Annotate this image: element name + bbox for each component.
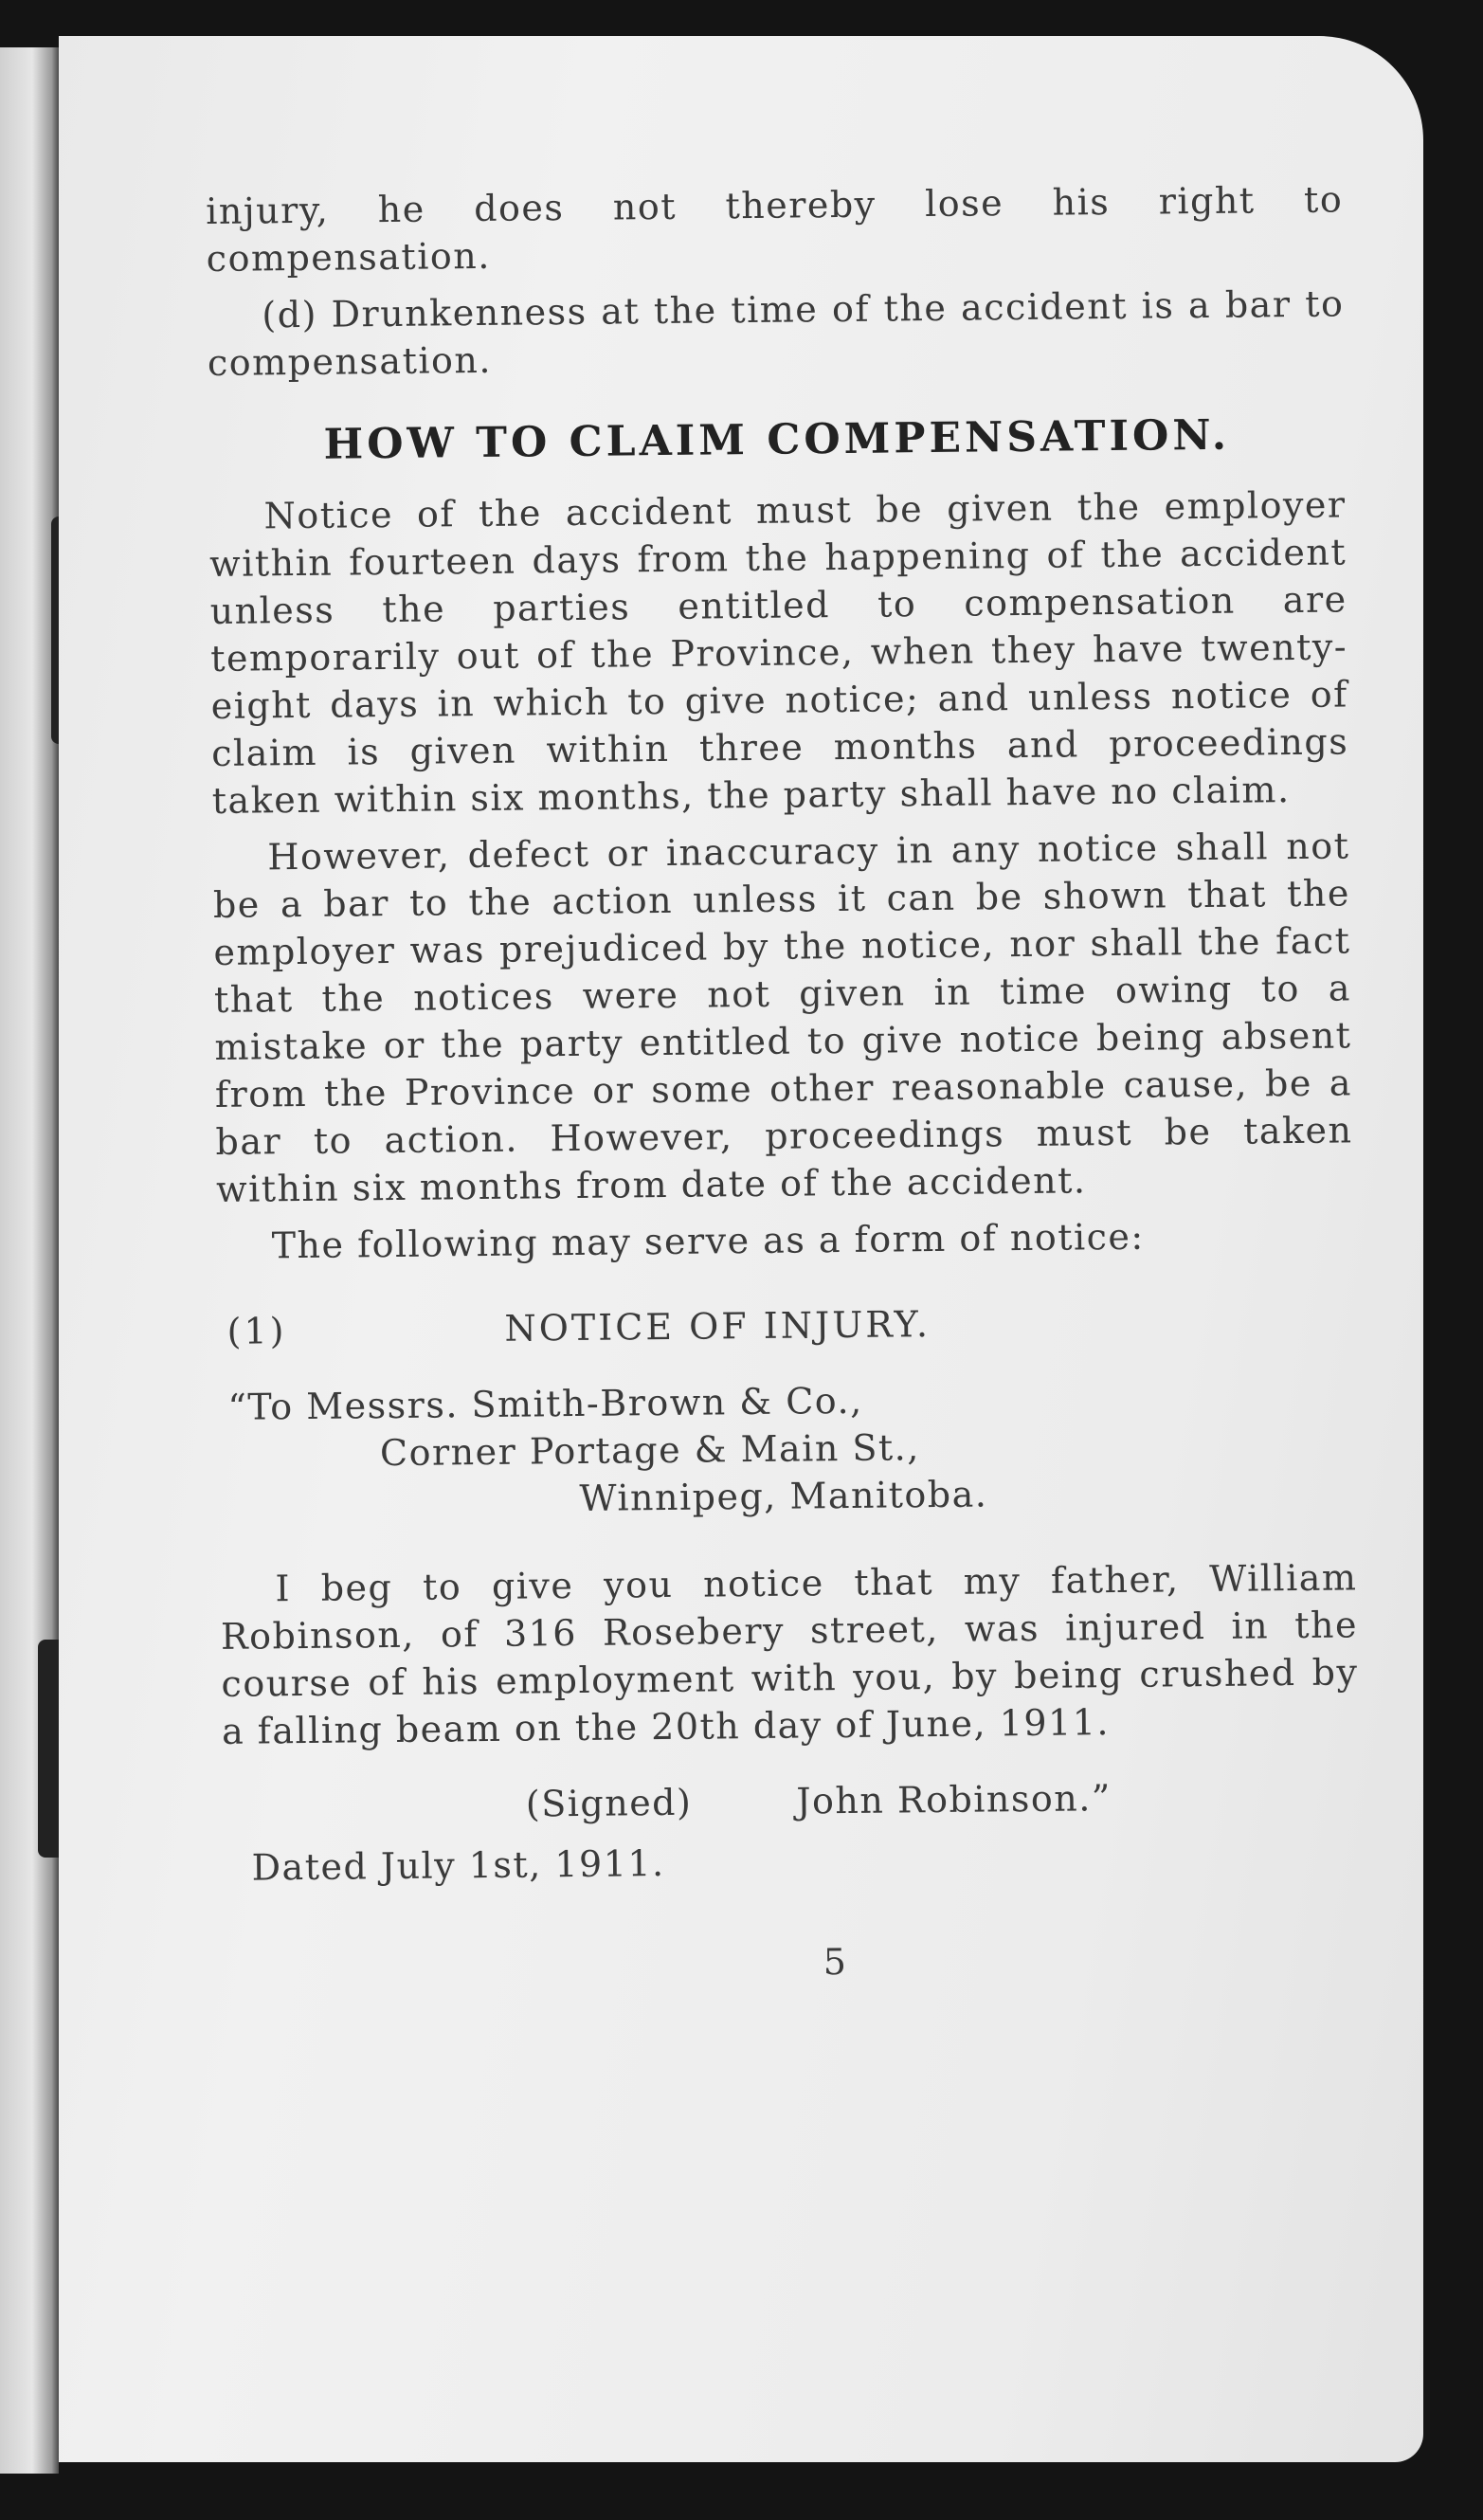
notice-body: I beg to give you notice that my father, William Robinson, of 316 Rosebery street, was injured in the course of his employment with you, by being crushed by a falling beam on the 20th day of June, 1911. [220, 1556, 1359, 1752]
carryover-paragraph: injury, he does not thereby lose his right to compensation. [206, 178, 1344, 280]
address-line: Corner Portage & Main St., [379, 1426, 921, 1475]
address-block [218, 1371, 1357, 1526]
section-heading: HOW TO CLAIM COMPENSATION. [323, 410, 1231, 469]
book-page [59, 36, 1423, 2462]
notice-title-row [226, 1296, 1354, 1354]
notice-title: NOTICE OF INJURY. [504, 1303, 931, 1350]
however-paragraph: However, defect or inaccuracy in any notice shall not be a bar to the action unless it can be shown that the employer was prejudiced by the notice, nor shall the fact that the notices were not given in time owing to a mistake or the party entitled to give notice being absent from the Province or some other reasonable cause, be a bar to action. However, proceedings must be taken within six months from date of the accident. [212, 825, 1353, 1210]
page-text [206, 175, 1362, 1991]
following-paragraph: The following may serve as a form of notice: [271, 1215, 1145, 1267]
address-line: “To Messrs. Smith-Brown & Co., [227, 1379, 863, 1428]
signature-row [526, 1771, 1360, 1827]
drunkenness-paragraph: (d) Drunkenness at the time of the accident is a bar to compensation. [207, 282, 1345, 384]
signed-name: John Robinson.” [796, 1777, 1112, 1822]
facing-page-edge [0, 47, 59, 2474]
signed-label: (Signed) [525, 1781, 693, 1825]
page-number: 5 [823, 1941, 848, 1984]
address-line: Winnipeg, Manitoba. [579, 1473, 988, 1519]
notice-paragraph: Notice of the accident must be given the employer within fourteen days from the happening of the accident unless the parties entitled to compensation are temporarily out of the Province, when they have twenty-eight days in which to give notice; and unless notice of claim is given within three months and proceedings taken within six months, the party shall have no claim. [208, 483, 1349, 822]
notice-number: (1) [226, 1310, 287, 1352]
dated-line: Dated July 1st, 1911. [251, 1842, 665, 1889]
